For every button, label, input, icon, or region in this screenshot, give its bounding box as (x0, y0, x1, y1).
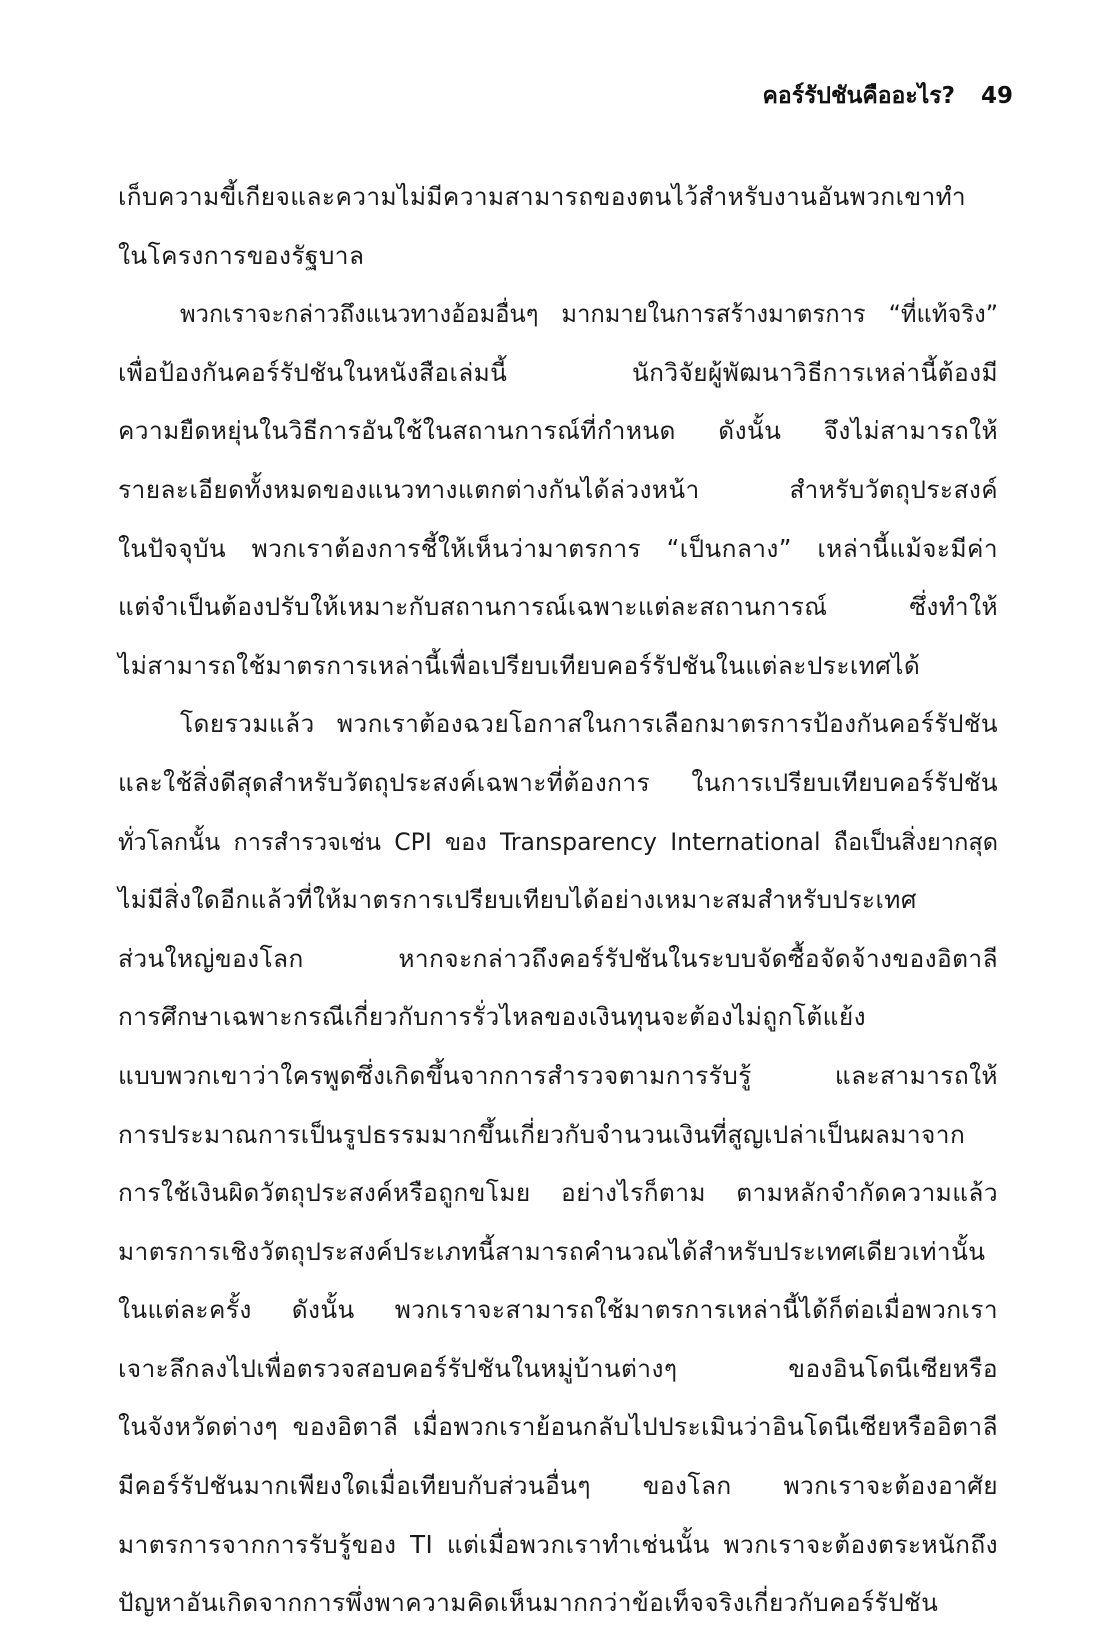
running-header (763, 78, 1013, 114)
text-line: ในปัจจุบัน พวกเราต้องการชี้ให้เห็นว่ามาตรการ “เป็นกลาง” เหล่านี้แม้จะมีค่า (118, 533, 998, 563)
text-line: ทั่วโลกนั้น การสำรวจเช่น CPI ของ Transparency International ถือเป็นสิ่งยากสุด (118, 827, 998, 856)
paragraph-start-line: โดยรวมแล้ว พวกเราต้องฉวยโอกาสในการเลือกมาตรการป้องกันคอร์รัปชัน (180, 709, 998, 739)
text-line: แต่จำเป็นต้องปรับให้เหมาะกับสถานการณ์เฉพาะแต่ละสถานการณ์ ซึ่งทำให้ (118, 592, 998, 622)
text-line: มีคอร์รัปชันมากเพียงใดเมื่อเทียบกับส่วนอื่นๆ ของโลก พวกเราจะต้องอาศัย (118, 1471, 998, 1501)
text-line: เก็บความขี้เกียจและความไม่มีความสามารถของตนไว้สำหรับงานอันพวกเขาทำ (118, 182, 966, 211)
text-line: การใช้เงินผิดวัตถุประสงค์หรือถูกขโมย อย่างไรก็ตาม ตามหลักจำกัดความแล้ว (118, 1178, 998, 1208)
text-line: ไม่มีสิ่งใดอีกแล้วที่ให้มาตรการเปรียบเทียบได้อย่างเหมาะสมสำหรับประเทศ (118, 885, 917, 915)
text-line: เจาะลึกลงไปเพื่อตรวจสอบคอร์รัปชันในหมู่บ้านต่างๆ ของอินโดนีเซียหรือ (118, 1353, 998, 1383)
text-line: เพื่อป้องกันคอร์รัปชันในหนังสือเล่มนี้ นักวิจัยผู้พัฒนาวิธีการเหล่านี้ต้องมี (118, 357, 998, 387)
text-line: ในโครงการของรัฐบาล (118, 240, 365, 270)
text-line: ความยืดหยุ่นในวิธีการอันใช้ในสถานการณ์ที่กำหนด ดังนั้น จึงไม่สามารถให้ (118, 416, 998, 446)
text-line: ไม่สามารถใช้มาตรการเหล่านี้เพื่อเปรียบเทียบคอร์รัปชันในแต่ละประเทศได้ (118, 650, 921, 680)
text-line: ส่วนใหญ่ของโลก หากจะกล่าวถึงคอร์รัปชันในระบบจัดซื้อจัดจ้างของอิตาลี (118, 943, 998, 973)
page-number: 49 (980, 83, 1013, 109)
paragraph-start-line: พวกเราจะกล่าวถึงแนวทางอ้อมอื่นๆ มากมายในการสร้างมาตรการ “ที่แท้จริง” (180, 300, 998, 329)
text-line: มาตรการจากการรับรู้ของ TI แต่เมื่อพวกเราทำเช่นนั้น พวกเราจะต้องตระหนักถึง (118, 1529, 998, 1559)
text-line: การศึกษาเฉพาะกรณีเกี่ยวกับการรั่วไหลของเงินทุนจะต้องไม่ถูกโต้แย้ง (118, 1002, 866, 1032)
chapter-title: คอร์รัปชันคืออะไร? (762, 83, 955, 109)
text-line: การประมาณการเป็นรูปธรรมมากขึ้นเกี่ยวกับจำนวนเงินที่สูญเปล่าเป็นผลมาจาก (118, 1119, 966, 1149)
text-line: และใช้สิ่งดีสุดสำหรับวัตถุประสงค์เฉพาะที่ต้องการ ในการเปรียบเทียบคอร์รัปชัน (118, 767, 998, 797)
text-line: แบบพวกเขาว่าใครพูดซึ่งเกิดขึ้นจากการสำรวจตามการรับรู้ และสามารถให้ (118, 1060, 998, 1090)
text-line: ในจังหวัดต่างๆ ของอิตาลี เมื่อพวกเราย้อนกลับไปประเมินว่าอินโดนีเซียหรืออิตาลี (118, 1412, 998, 1442)
text-line: รายละเอียดทั้งหมดของแนวทางแตกต่างกันได้ล่วงหน้า สำหรับวัตถุประสงค์ (118, 474, 998, 504)
text-line: ปัญหาอันเกิดจากการพึ่งพาความคิดเห็นมากกว่าข้อเท็จจริงเกี่ยวกับคอร์รัปชัน (118, 1588, 939, 1618)
text-line: ในแต่ละครั้ง ดังนั้น พวกเราจะสามารถใช้มาตรการเหล่านี้ได้ก็ต่อเมื่อพวกเรา (118, 1295, 998, 1325)
text-line: มาตรการเชิงวัตถุประสงค์ประเภทนี้สามารถคำนวณได้สำหรับประเทศเดียวเท่านั้น (118, 1236, 986, 1266)
body-text (118, 168, 998, 1633)
